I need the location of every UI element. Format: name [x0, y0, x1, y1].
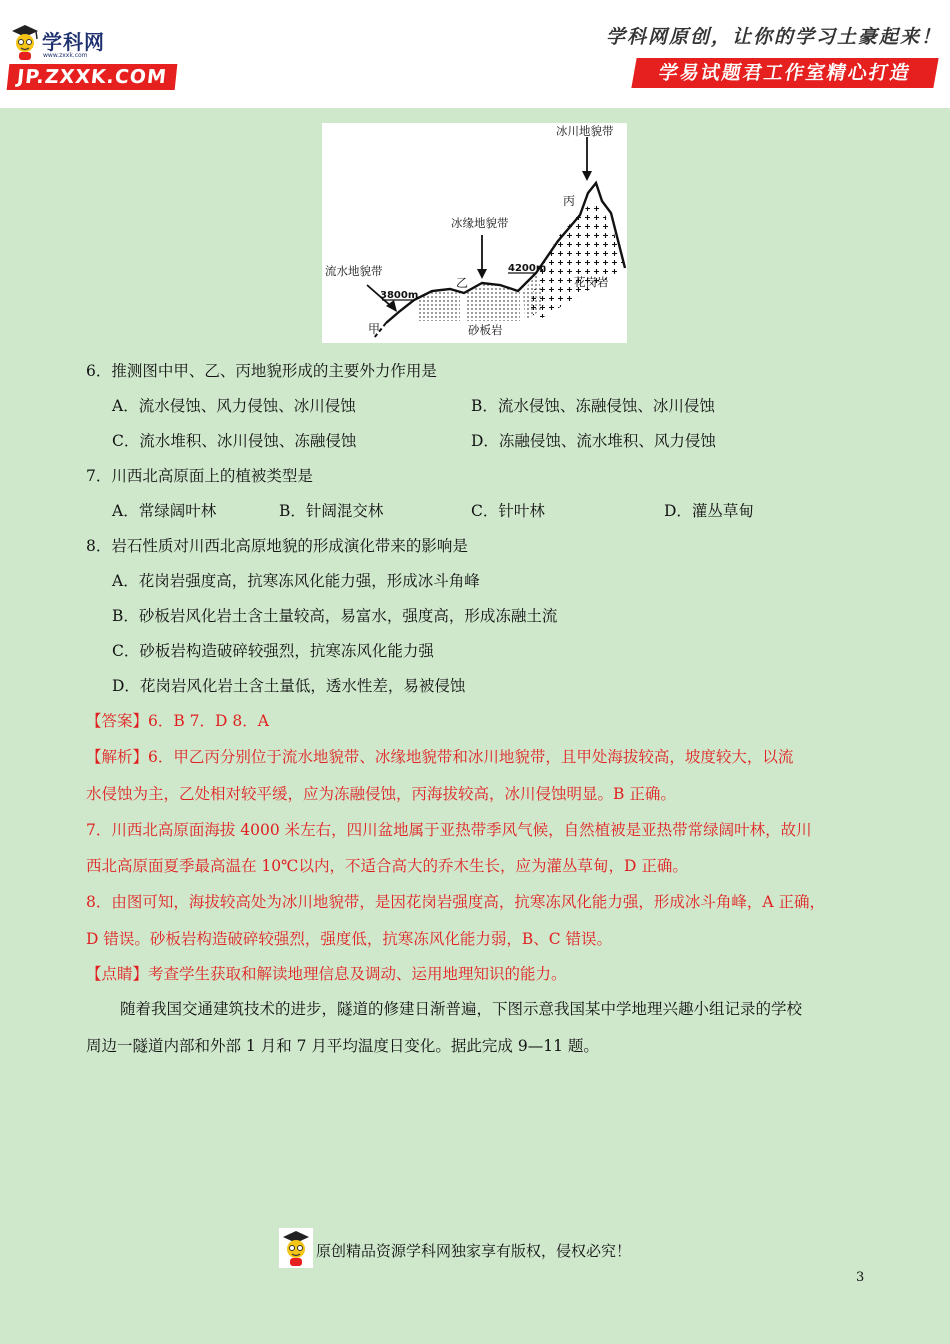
- analysis-line-5: 8．由图可知，海拔较高处为冰川地貌带，是因花岗岩强度高，抗寒冻风化能力强，形成冰斗角峰，A 正确，: [86, 893, 825, 911]
- analysis-line-1: 【解析】6．甲乙丙分别位于流水地貌带、冰缘地貌带和冰川地貌带，且甲处海拔较高，坡度较大，以流: [86, 748, 794, 766]
- sandslate-body-1: [417, 289, 460, 321]
- q6-option-a: A．流水侵蚀、风力侵蚀、冰川侵蚀: [112, 397, 356, 415]
- intro-line-2: 周边一隧道内部和外部 1 月和 7 月平均温度日变化。据此完成 9—11 题。: [86, 1037, 599, 1055]
- q7-option-b: B．针阔混交林: [279, 502, 384, 520]
- logo-url: www.zxxk.com: [43, 52, 88, 59]
- label-3800m: 3800m: [380, 290, 419, 301]
- q7-option-d: D．灌丛草甸: [664, 502, 754, 520]
- q6-option-c: C．流水堆积、冰川侵蚀、冻融侵蚀: [112, 432, 357, 450]
- analysis-line-4: 西北高原面夏季最高温在 10℃以内，不适合高大的乔木生长，应为灌丛草甸，D 正确。: [86, 857, 688, 875]
- footer-mascot-icon: [279, 1228, 313, 1268]
- label-yi: 乙: [456, 276, 469, 290]
- comment-line: 【点睛】考查学生获取和解读地理信息及调动、运用地理知识的能力。: [86, 965, 567, 983]
- q6-option-b: B．流水侵蚀、冻融侵蚀、冰川侵蚀: [471, 397, 715, 415]
- logo-mascot-area: [8, 22, 118, 62]
- q8-option-b: B．砂板岩风化岩土含土量较高，易富水，强度高，形成冻融土流: [112, 607, 558, 625]
- mascot-icon: [8, 22, 42, 62]
- analysis-line-6: D 错误。砂板岩构造破碎较强烈，强度低，抗寒冻风化能力弱，B、C 错误。: [86, 930, 613, 948]
- q8-stem: 8．岩石性质对川西北高原地貌的形成演化带来的影响是: [86, 537, 468, 555]
- copyright-notice: 原创精品资源学科网独家享有版权，侵权必究！: [316, 1242, 632, 1260]
- q7-stem: 7．川西北高原面上的植被类型是: [86, 467, 313, 485]
- analysis-line-3: 7．川西北高原面海拔 4000 米左右，四川盆地属于亚热带季风气候，自然植被是亚热带常绿阔叶林，故川: [86, 821, 812, 839]
- q8-option-d: D．花岗岩风化岩土含土量低，透水性差，易被侵蚀: [112, 677, 466, 695]
- label-glacier-zone: 冰川地貌带: [556, 124, 614, 138]
- q7-option-c: C．针叶林: [471, 502, 545, 520]
- label-periglacial-zone: 冰缘地貌带: [451, 216, 509, 230]
- q7-option-a: A．常绿阔叶林: [112, 502, 217, 520]
- page-number: 3: [856, 1270, 865, 1285]
- label-bing: 丙: [563, 194, 576, 208]
- label-jia: 甲: [368, 322, 381, 336]
- q8-option-c: C．砂板岩构造破碎较强烈，抗寒冻风化能力强: [112, 642, 434, 660]
- analysis-line-2: 水侵蚀为主，乙处相对较平缓，应为冻融侵蚀，丙海拔较高，冰川侵蚀明显。B 正确。: [86, 785, 676, 803]
- landform-diagram: [322, 123, 627, 343]
- landform-profile-svg: [322, 123, 627, 343]
- header-slogan: 学科网原创，让你的学习土豪起来！: [605, 26, 942, 48]
- label-4200m: 4200m: [508, 263, 547, 274]
- studio-banner: 学易试题君工作室精心打造: [631, 58, 938, 88]
- label-sandslate: 砂板岩: [468, 323, 503, 337]
- label-fluvial-zone: 流水地貌带: [325, 264, 383, 278]
- logo-name: 学科网: [42, 30, 105, 54]
- q6-stem: 6．推测图中甲、乙、丙地貌形成的主要外力作用是: [86, 362, 437, 380]
- zxxk-logo[interactable]: [8, 22, 176, 92]
- q6-option-d: D．冻融侵蚀、流水堆积、风力侵蚀: [471, 432, 716, 450]
- answer-line: 【答案】6．B 7．D 8．A: [86, 712, 269, 730]
- logo-domain: JP.ZXXK.COM: [7, 64, 178, 90]
- intro-line-1: 随着我国交通建筑技术的进步，隧道的修建日渐普遍，下图示意我国某中学地理兴趣小组记录的学校: [120, 1000, 803, 1018]
- page-header: [0, 0, 950, 108]
- q8-option-a: A．花岗岩强度高，抗寒冻风化能力强，形成冰斗角峰: [112, 572, 480, 590]
- label-granite: 花岗岩: [574, 275, 609, 289]
